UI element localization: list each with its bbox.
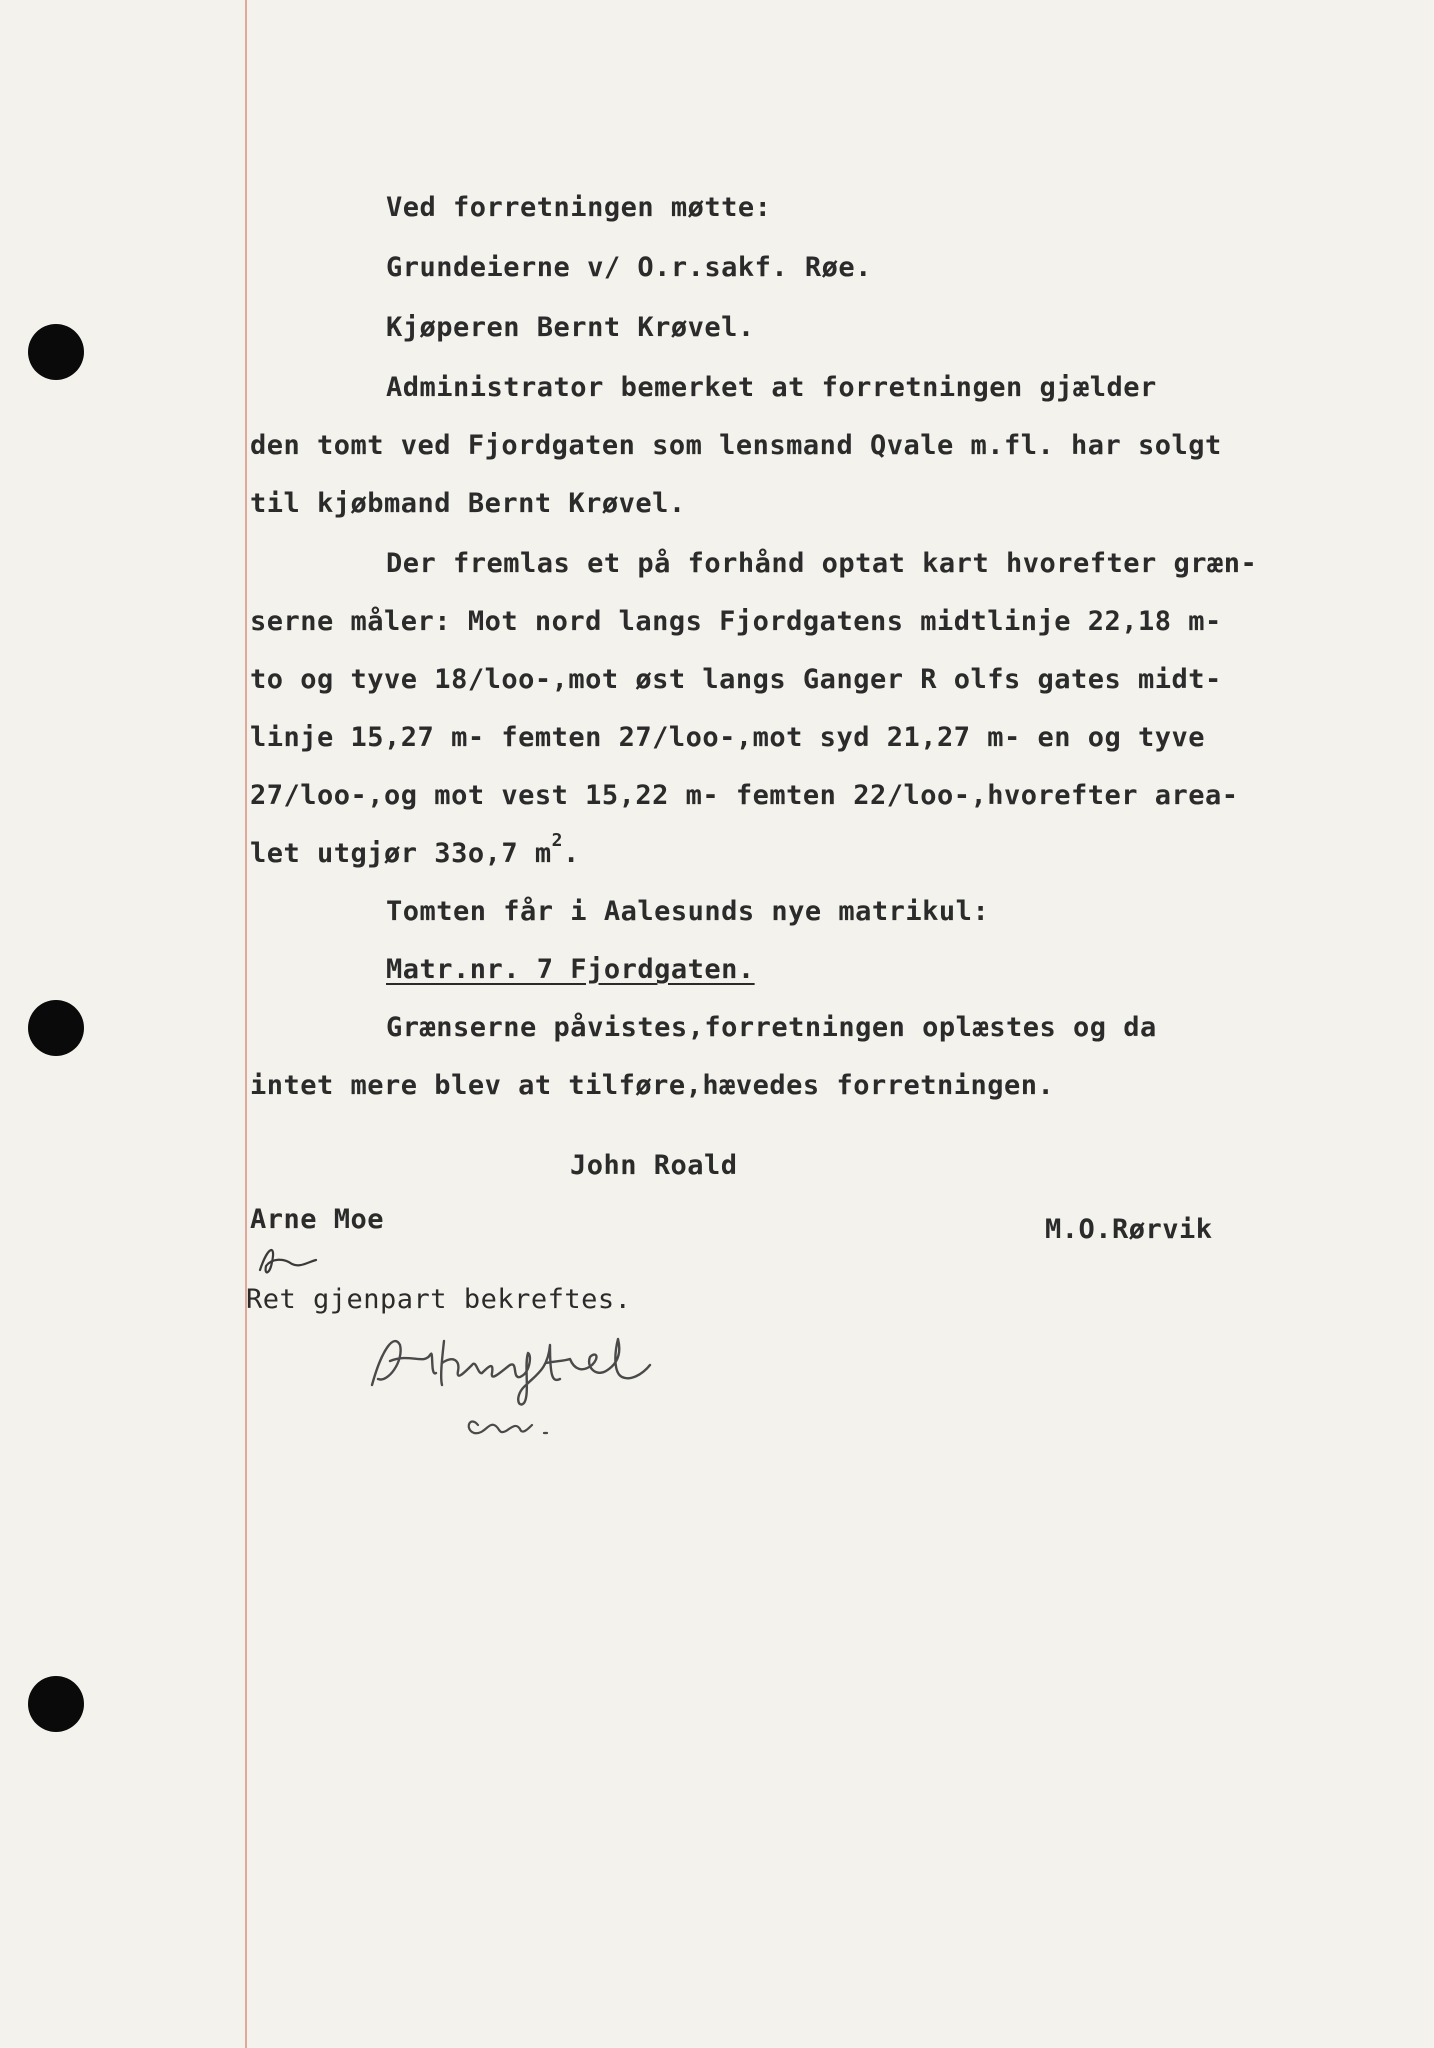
text-line-1: Ved forretningen møtte: [386,192,772,223]
signature-right: M.O.Rørvik [1045,1214,1213,1245]
text-line-9: to og tyve 18/loo-,mot øst langs Ganger R olfs gates midt- [250,664,1222,695]
handwritten-signature [360,1325,680,1455]
margin-rule [245,0,247,2048]
punch-hole-top [28,324,84,380]
punch-hole-middle [28,1000,84,1056]
handwritten-per-mark [250,1240,330,1280]
text-line-5: den tomt ved Fjordgaten som lensmand Qvale m.fl. har solgt [250,430,1222,461]
area-period: . [562,838,580,869]
text-line-14-underlined: Matr.nr. 7 Fjordgaten. [386,954,755,985]
text-line-8: serne måler: Mot nord langs Fjordgatens midtlinje 22,18 m- [250,606,1222,637]
signature-center: John Roald [570,1150,738,1181]
text-line-2: Grundeierne v/ O.r.sakf. Røe. [386,252,872,283]
punch-hole-bottom [28,1676,84,1732]
text-line-11: 27/loo-,og mot vest 15,22 m- femten 22/loo-,hvorefter area- [250,780,1239,811]
text-line-7: Der fremlas et på forhånd optat kart hvorefter græn- [386,548,1258,579]
text-line-6: til kjøbmand Bernt Krøvel. [250,488,686,519]
text-line-15: Grænserne påvistes,forretningen oplæstes og da [386,1012,1157,1043]
text-line-16: intet mere blev at tilføre,hævedes forretningen. [250,1070,1055,1101]
certification-text: Ret gjenpart bekreftes. [246,1284,632,1315]
text-line-3: Kjøperen Bernt Krøvel. [386,312,755,343]
signature-left: Arne Moe [250,1204,385,1235]
area-exponent: 2 [551,830,563,851]
area-text: let utgjør 33o,7 m [250,838,552,869]
text-line-12 [250,830,580,869]
text-line-13: Tomten får i Aalesunds nye matrikul: [386,896,990,927]
text-line-4: Administrator bemerket at forretningen gjælder [386,372,1157,403]
text-line-10: linje 15,27 m- femten 27/loo-,mot syd 21,27 m- en og tyve [250,722,1206,753]
